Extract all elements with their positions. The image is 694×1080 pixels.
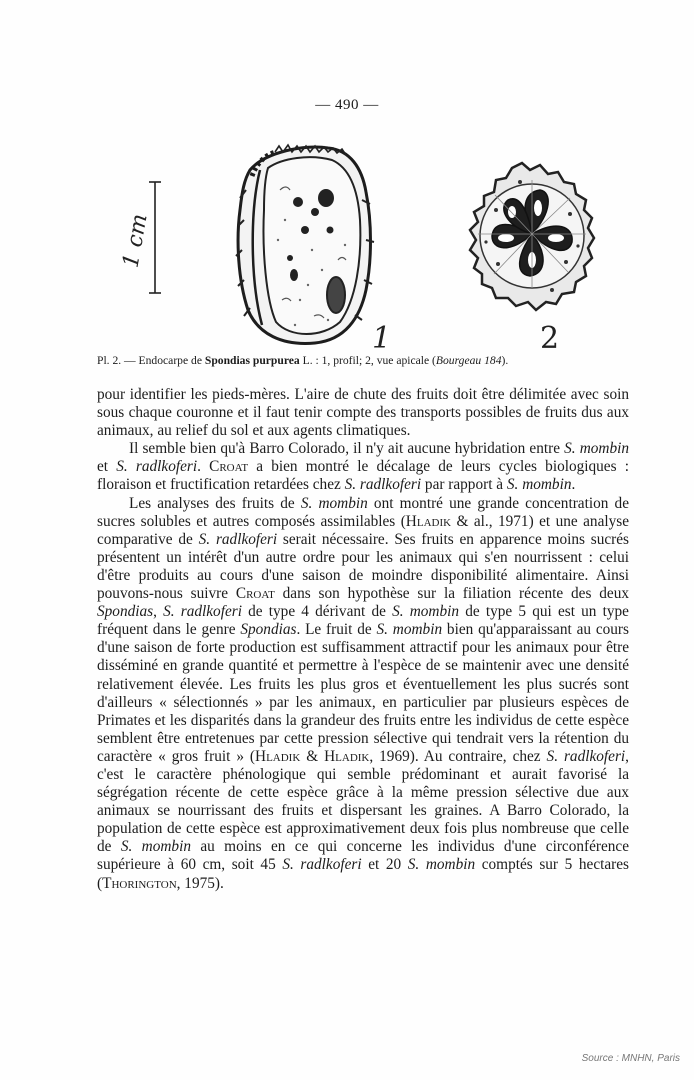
text-run: et 20 (361, 856, 408, 874)
italic-run: S. radlkoferi (198, 530, 278, 548)
italic-run: S. mombin (506, 476, 572, 494)
text-run: a bien montré le décalage de leurs cycles biologiques : floraison et fructification retardées chez (97, 458, 629, 494)
text-run: ont montré une grande concentration de sucres solubles et autres composés assimilables ( (97, 494, 629, 530)
text-run: , 1969). Au contraire, chez (369, 747, 547, 765)
italic-run: S. mombin (407, 856, 476, 874)
italic-run: S. radlkoferi (282, 856, 362, 874)
italic-run: Spondias (97, 603, 154, 621)
author-name: Thorington (102, 874, 177, 892)
text-run: et (97, 458, 117, 476)
endocarp-apical-drawing (470, 163, 594, 310)
scale-bar (149, 182, 161, 293)
page-number: — 490 — (315, 97, 379, 113)
text-run: de type 5 qui est un type fréquent dans le genre (97, 603, 629, 639)
italic-run: S. mombin (392, 603, 460, 621)
text-run: , (153, 603, 164, 621)
figure-2-label: 2 (540, 321, 560, 355)
figure-plate (100, 130, 620, 355)
author-name: Hladik (255, 747, 301, 765)
paragraph (97, 495, 629, 893)
italic-run: S. radlkoferi (116, 458, 198, 476)
text-run: . (197, 458, 210, 476)
caption-species: Spondias purpurea (204, 354, 300, 367)
italic-run: S. radlkoferi (163, 603, 242, 621)
text-run: . (571, 476, 576, 494)
text-run: , c'est le caractère phénologique qui semble prédominant et aurait favorisé la ségrégation récente de cette espèce grâce à la même pression sélective due aux animaux se nourrissant des fruits et dispersant les graines. A Barro Colorado, la population de cette espèce est approximativement deux fois plus nombreuse que celle de (97, 747, 629, 856)
caption-suffix: ). (501, 354, 509, 367)
italic-run: S. mombin (564, 440, 630, 458)
paragraph (97, 386, 629, 440)
caption-mid: L. : 1, profil; 2, vue apicale ( (302, 354, 436, 367)
text-run: par rapport à (421, 476, 507, 494)
italic-run: S. radlkoferi (546, 747, 626, 765)
endocarp-profile-drawing (236, 145, 374, 343)
text-run: & (300, 747, 325, 765)
figure-1-label: 1 (372, 321, 392, 355)
text-run: pour identifier les pieds-mères. L'aire de chute des fruits doit être délimitée avec soin sous chaque couronne et il faut tenir compte des transports possibles de fruits dus aux animaux, au relief du sol et aux agents climatiques. (97, 386, 629, 440)
source-credit: Source : MNHN, Paris (581, 1053, 680, 1064)
italic-run: S. mombin (376, 621, 443, 639)
figure-caption (97, 354, 637, 367)
scale-label: 1 cm (118, 212, 153, 270)
text-run: , 1975). (176, 874, 224, 892)
author-name: Croat (209, 458, 249, 476)
text-run: de type 4 dérivant de (241, 603, 393, 621)
text-run: Il semble bien qu'à Barro Colorado, il n'y ait aucune hybridation entre (129, 440, 565, 458)
text-run: dans son hypothèse sur la filiation récente des deux (274, 585, 629, 603)
author-name: Hladik (405, 512, 452, 530)
text-run: bien qu'apparaissant au cours d'une saison de forte production est suffisamment attractif pour les animaux pour être disséminé en grande quantité et permettre à l'espèce de se maintenir avec une densité relativement élevée. Les fruits les plus gros et éventuellement les plus sucrés sont d'ailleurs « sélectionnés » par les animaux, en particulier par plusieurs espèces de Primates et les disparités dans la grandeur des fruits entre les individus de cette espèce semblent être entretenues par cette pression sélective qui tendrait vers la rétention du caractère « gros fruit » ( (97, 621, 629, 765)
body-text (97, 386, 629, 893)
text-run: . Le fruit de (296, 621, 377, 639)
paragraph (97, 440, 629, 494)
text-run: au moins en ce qui concerne les individus d'une circonférence supérieure à 60 cm, soit 45 (97, 838, 630, 874)
caption-prefix: Pl. 2. — Endocarpe de (97, 354, 202, 367)
italic-run: S. mombin (300, 494, 368, 512)
caption-collector: Bourgeau 184 (435, 354, 502, 367)
text-run: Les analyses des fruits de (129, 494, 301, 512)
author-name: Croat (235, 585, 275, 603)
author-name: Hladik (324, 747, 370, 765)
text-run: comptés sur 5 hectares ( (97, 856, 629, 892)
italic-run: Spondias (240, 621, 297, 639)
text-run: serait nécessaire. Ses fruits en apparence moins sucrés présentent un intérêt d'un autre ordre pour les animaux qui s'en nourrissent : celui d'être produits au cours d'une saison de moindre disponibilité alimentaire. Ainsi pouvons-nous suivre (97, 530, 629, 603)
text-run: & al., 1971) et une analyse comparative de (97, 512, 629, 548)
italic-run: S. radlkoferi (344, 476, 422, 494)
italic-run: S. mombin (120, 838, 191, 856)
